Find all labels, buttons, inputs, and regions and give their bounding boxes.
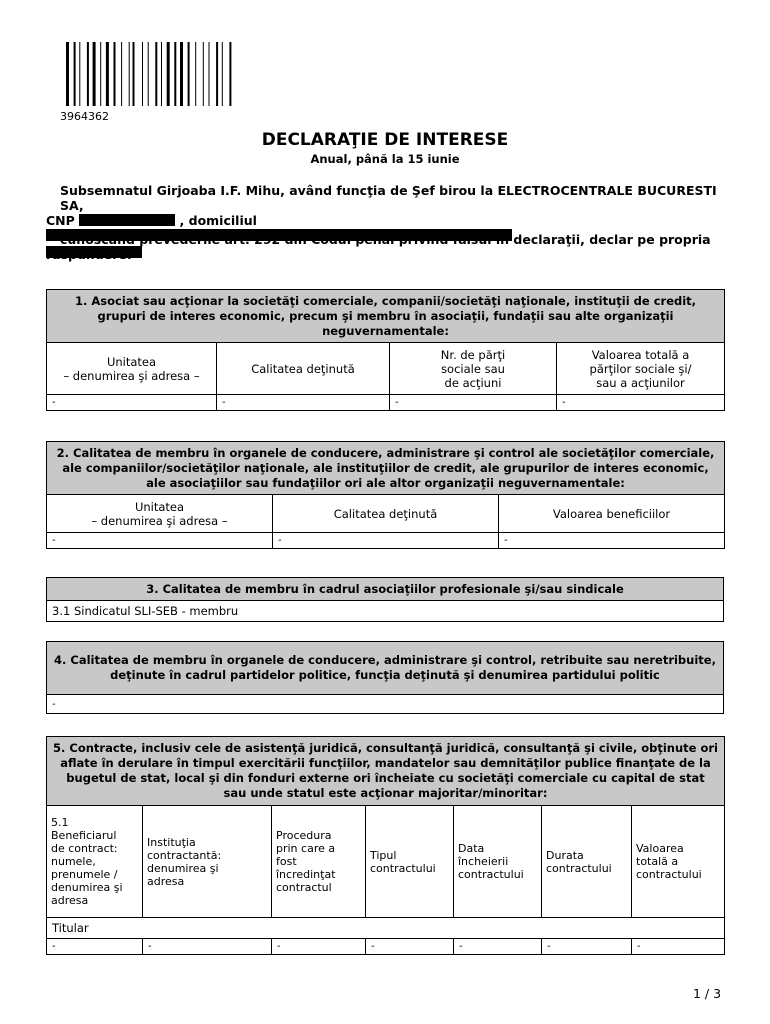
barcode	[66, 42, 254, 106]
table-row: 3.1 Sindicatul SLI-SEB - membru	[47, 601, 724, 622]
barcode-bar	[188, 42, 190, 106]
barcode-bar	[229, 42, 231, 106]
page-number: 1 / 3	[693, 986, 722, 1001]
cnp-redaction	[79, 214, 175, 226]
barcode-bar	[121, 42, 122, 106]
section-2-table	[46, 441, 725, 549]
s5-col-data: Data încheierii contractului	[454, 806, 542, 918]
barcode-bar	[161, 42, 162, 106]
table-row: -	[47, 695, 724, 714]
barcode-bar	[74, 42, 76, 106]
section-3-table	[46, 577, 724, 622]
cnp-label: CNP	[46, 213, 75, 228]
s5-col-institutia: Instituţia contractantă: denumirea şi adresa	[143, 806, 272, 918]
barcode-bar	[180, 42, 183, 106]
s5-col-valoarea: Valoarea totală a contractului	[632, 806, 725, 918]
barcode-bar	[216, 42, 218, 106]
table-row: - - -	[47, 533, 725, 549]
s5-col-procedura: Procedura prin care a fost încredinţat contractul	[272, 806, 366, 918]
barcode-bar	[167, 42, 170, 106]
barcode-bar	[209, 42, 210, 106]
barcode-bar	[195, 42, 196, 106]
legal-statement: cunoscând prevederile art. 292 din Codul penal privind falsul în declaraţii, declar pe propria răspundere:	[46, 232, 711, 262]
s5-col-beneficiar: 5.1 Beneficiarul de contract: numele, prenumele / denumirea şi adresa	[47, 806, 143, 918]
barcode-bar	[79, 42, 80, 106]
s1-col-nr-parti: Nr. de părţi sociale sau de acţiuni	[390, 343, 557, 395]
section-1-header: 1. Asociat sau acţionar la societăţi comerciale, companii/societăţi naţionale, instituţii de credit, grupuri de interes economic, precum şi membru în asociaţii, fundaţii sau alte organizaţii neguvernamentale:	[47, 290, 725, 343]
barcode-bar	[133, 42, 135, 106]
barcode-bar	[87, 42, 89, 106]
section-2-header: 2. Calitatea de membru în organele de conducere, administrare şi control ale societăţilor comerciale, ale companiilor/societăţilor naţionale, ale instituţiilor de credit, ale grupurilor de interes economic, ale asociaţiilor sau fundaţiilor ori ale altor organizaţii neguvernamentale:	[47, 442, 725, 495]
barcode-bar	[114, 42, 116, 106]
document-title: DECLARAŢIE DE INTERESE	[261, 130, 509, 150]
barcode-bar	[155, 42, 157, 106]
barcode-bar	[66, 42, 69, 106]
titular-label: Titular	[47, 918, 725, 939]
barcode-bar	[203, 42, 204, 106]
barcode-number: 3964362	[60, 110, 109, 123]
barcode-bar	[93, 42, 96, 106]
s1-col-unitatea: Unitatea – denumirea şi adresa –	[47, 343, 217, 395]
domiciliu-label: , domiciliul	[179, 213, 257, 228]
section-3-header: 3. Calitatea de membru în cadrul asociaţiilor profesionale şi/sau sindicale	[47, 578, 724, 601]
document-subtitle: Anual, până la 15 iunie	[310, 152, 460, 166]
s1-col-valoarea: Valoarea totală a părţilor sociale şi/ sau a acţiunilor	[557, 343, 725, 395]
barcode-bar	[222, 42, 223, 106]
table-row: - - - -	[47, 395, 725, 411]
s5-col-durata: Durata contractului	[542, 806, 632, 918]
section-5-table	[46, 736, 725, 955]
barcode-bar	[174, 42, 176, 106]
s1-col-calitatea: Calitatea deţinută	[217, 343, 390, 395]
barcode-bar	[129, 42, 130, 106]
barcode-bar	[100, 42, 101, 106]
section-4-header: 4. Calitatea de membru în organele de conducere, administrare şi control, retribuite sau neretribuite, deţinute în cadrul partidelor politice, funcţia deţinută şi denumirea partidului politic	[47, 642, 724, 695]
barcode-bar	[106, 42, 109, 106]
barcode-bar	[142, 42, 143, 106]
s2-col-calitatea: Calitatea deţinută	[273, 495, 499, 533]
barcode-bar	[148, 42, 149, 106]
s5-col-tipul: Tipul contractului	[366, 806, 454, 918]
section-1-table	[46, 289, 725, 411]
declarant-line: Subsemnatul Girjoaba I.F. Mihu, având funcţia de Şef birou la ELECTROCENTRALE BUCURESTI SA,	[60, 183, 717, 213]
table-row: - - - - - - -	[47, 939, 725, 955]
section-5-header: 5. Contracte, inclusiv cele de asistenţă juridică, consultanţă juridică, consultanţă şi civile, obţinute ori aflate în derulare în timpul exercitării funcţiilor, mandatelor sau demnităţilor publice finanţate de la bugetul de stat, local şi din fonduri externe ori încheiate cu societăţi comerciale cu capital de stat sau unde statul este acţionar majoritar/minoritar:	[47, 737, 725, 806]
section-4-table	[46, 641, 724, 714]
s2-col-valoarea: Valoarea beneficiilor	[499, 495, 725, 533]
s2-col-unitatea: Unitatea – denumirea şi adresa –	[47, 495, 273, 533]
